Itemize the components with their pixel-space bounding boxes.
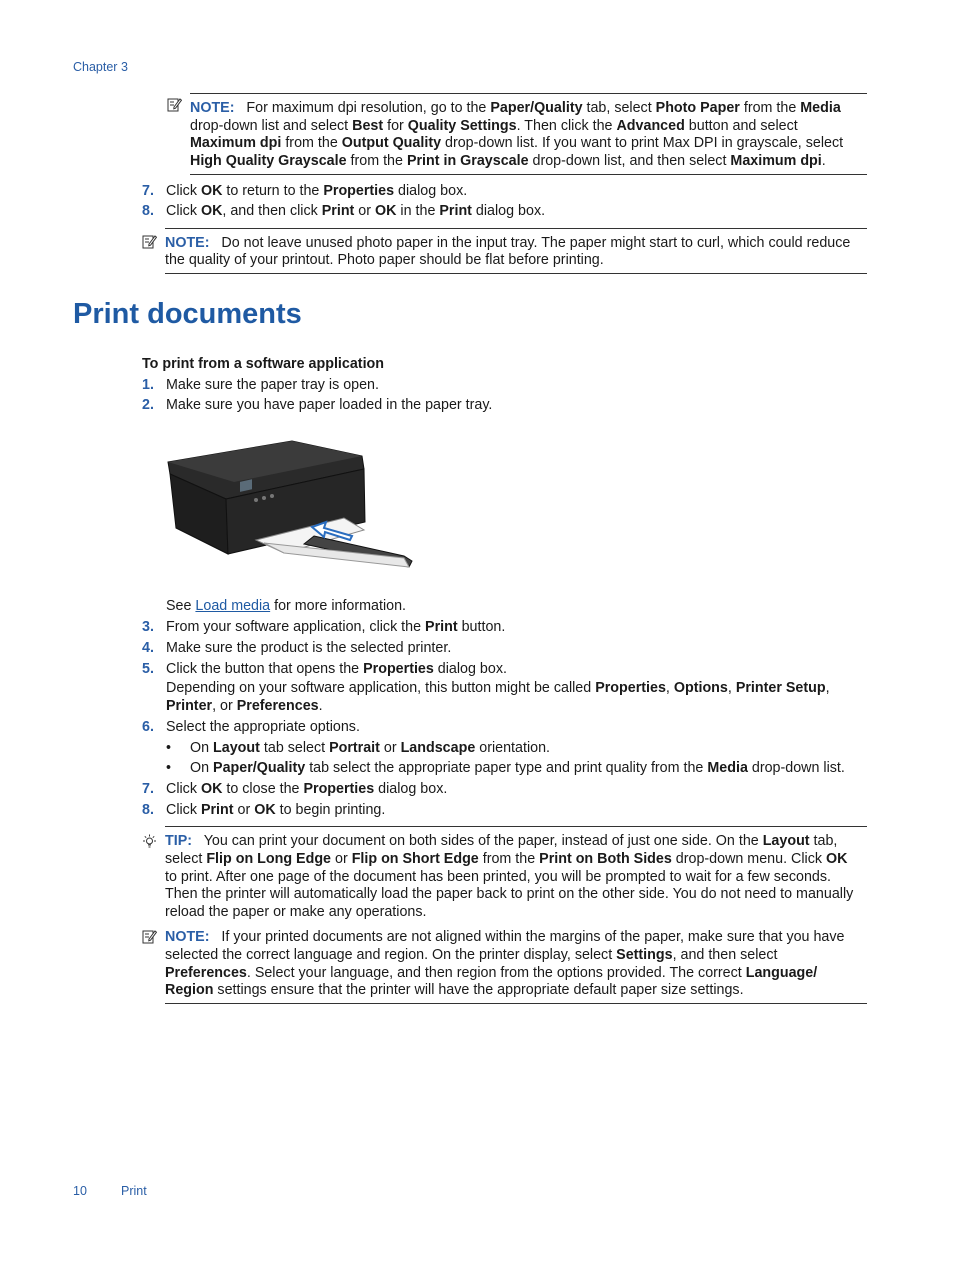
step-text: Make sure the paper tray is open. [166,377,379,393]
step-item: 6. [142,719,154,735]
step-item: 7. [142,183,154,199]
step-item: 4. [142,640,154,656]
page-number: 10 [73,1184,87,1198]
step-text: Click OK to close the Properties dialog box. [166,781,448,797]
note-icon [142,929,157,944]
step-text: Depending on your software application, this button might be called Properties, Options, Printer Setup, [166,680,830,696]
printer-illustration [164,436,414,570]
lightbulb-icon [142,834,157,849]
note-line: High Quality Grayscale from the Print in Grayscale drop-down list, and then select Maximum dpi. [190,153,826,169]
section-title: Print documents [73,298,302,330]
step-text: Make sure the product is the selected printer. [166,640,452,656]
tip-label: TIP: [165,833,193,849]
step-text: Click OK to return to the Properties dialog box. [166,183,468,199]
step-text: Click Print or OK to begin printing. [166,802,386,818]
step-item: 8. [142,203,154,219]
see-also: See Load media for more information. [166,598,407,614]
step-item: 5. [142,661,154,677]
note-line: NOTE: For maximum dpi resolution, go to the Paper/Quality tab, select Photo Paper from the Media [190,100,841,116]
footer-section: Print [121,1184,147,1198]
note-line: Region settings ensure that the printer will have the appropriate default paper size settings. [165,982,744,998]
tip-line: TIP: You can print your document on both sides of the paper, instead of just one side. On the Layout tab, [165,833,838,849]
note-bottom-rule [165,1003,867,1004]
tip-line: reload the paper or make any operations. [165,904,427,920]
step-item: 3. [142,619,154,635]
procedure-title: To print from a software application [142,356,385,372]
tip-line: select Flip on Long Edge or Flip on Short Edge from the Print on Both Sides drop-down menu. Click OK [165,851,848,867]
note-line: NOTE: If your printed documents are not aligned within the margins of the paper, make sure that you have [165,929,845,945]
note-icon [142,234,157,249]
note-line: Maximum dpi from the Output Quality drop-down list. If you want to print Max DPI in grayscale, select [190,135,844,151]
step-item: 8. [142,802,154,818]
note-label: NOTE: [190,100,235,116]
note-label: NOTE: [165,235,210,251]
load-media-link[interactable]: Load media [195,598,271,614]
step-text: Make sure you have paper loaded in the paper tray. [166,397,493,413]
note-line: NOTE: Do not leave unused photo paper in the input tray. The paper might start to curl, which could reduce [165,235,851,251]
chapter-label: Chapter 3 [73,60,128,74]
bullet-mark: • [166,740,172,756]
step-text: Printer, or Preferences. [166,698,323,714]
step-item: 7. [142,781,154,797]
step-item: 1. [142,377,154,393]
note-icon [167,97,182,112]
note-line: Preferences. Select your language, and then region from the options provided. The correct Language/ [165,965,818,981]
bullet-text: On Paper/Quality tab select the appropriate paper type and print quality from the Media drop-down list. [190,760,845,776]
tip-line: Then the printer will automatically load the paper back to print on the other side. You do not need to manually [165,886,854,902]
note-line: the quality of your printout. Photo paper should be flat before printing. [165,252,604,268]
tip-line: to print. After one page of the document has been printed, you will be prompted to wait for a few seconds. [165,869,831,885]
step-text: Click OK, and then click Print or OK in the Print dialog box. [166,203,546,219]
step-item: 2. [142,397,154,413]
step-text: From your software application, click the Print button. [166,619,506,635]
bullet-mark: • [166,760,172,776]
note-label: NOTE: [165,929,210,945]
step-text: Select the appropriate options. [166,719,360,735]
bullet-text: On Layout tab select Portrait or Landscape orientation. [190,740,550,756]
step-text: Click the button that opens the Properties dialog box. [166,661,507,677]
note-line: drop-down list and select Best for Quality Settings. Then click the Advanced button and select [190,118,798,134]
note-line: selected the correct language and region. On the printer display, select Settings, and then select [165,947,778,963]
